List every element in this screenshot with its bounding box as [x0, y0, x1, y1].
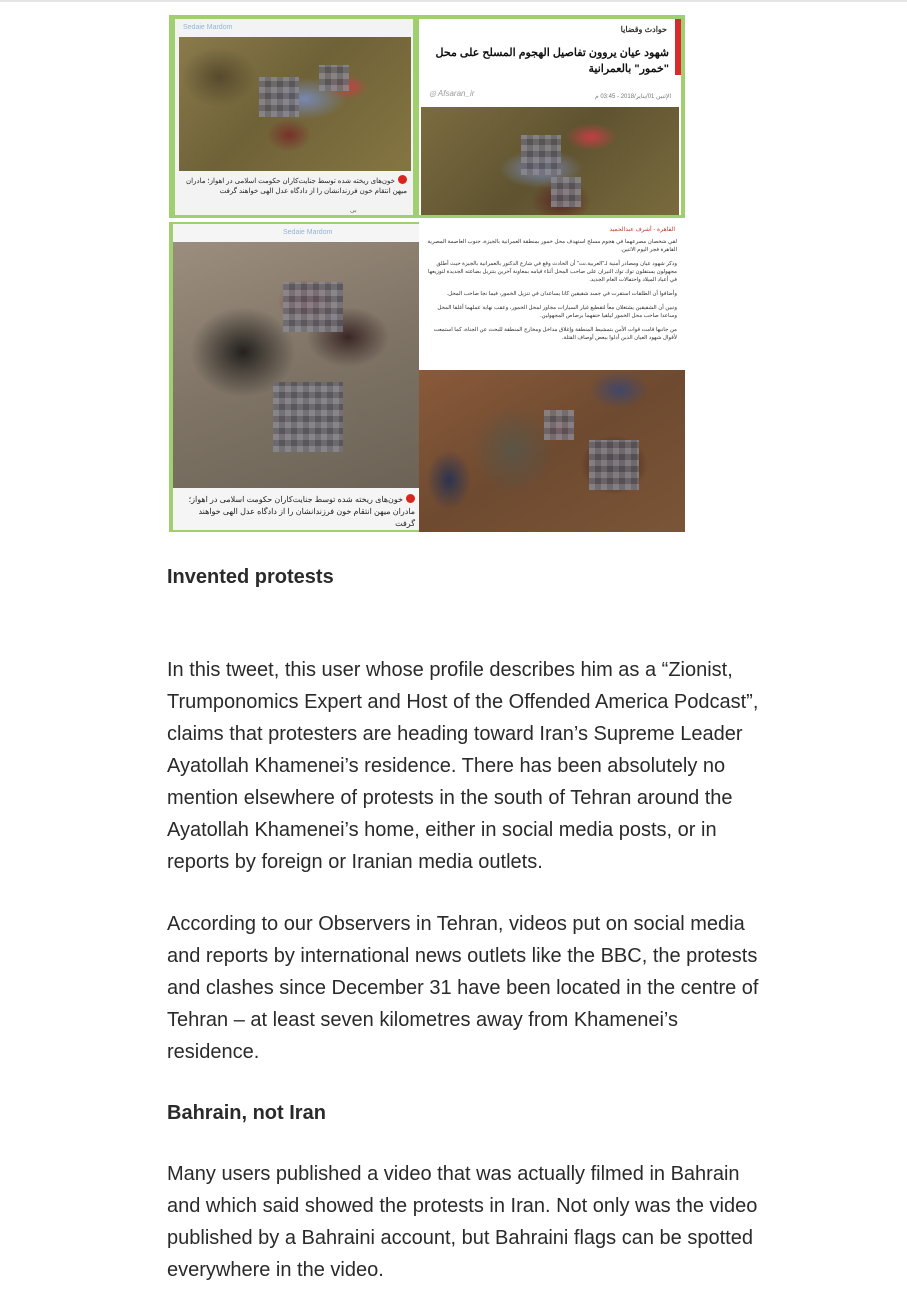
censor-pixelation [589, 440, 639, 490]
watermark: Sedaie Mardom [183, 24, 233, 31]
crime-scene-photo [419, 370, 685, 532]
article-paragraph-1: In this tweet, this user whose profile describes him as a “Zionist, Trumponomics Expert and Host of the Offended America Podcast”, claims that protesters are heading toward Iran’s Supreme Leader Ayatollah Khamenei’s residence. There has been absolutely no mention elsewhere of protests in the south of Tehran around the Ayatollah Khamenei’s home, either in social media posts, or in reports by foreign or Iranian media outlets. [167, 659, 759, 873]
article-paragraph: لقي شخصان مصرعهما في هجوم مسلح استهدف محل خمور بمنطقة العمرانية بالجيزة، جنوب العاصمة المصرية القاهرة فجر اليوم الاثنين. [427, 239, 677, 253]
red-dot-icon [398, 175, 407, 184]
article-author: القاهرة - أشرف عبدالحميد [609, 227, 675, 233]
section-heading-invented-protests: Invented protests [167, 566, 334, 588]
censor-pixelation [273, 382, 343, 452]
censor-pixelation [544, 410, 574, 440]
image-collage [169, 15, 685, 532]
instagram-icon: ◎ [429, 89, 436, 98]
instagram-handle: ◎ Afsaran_ir [429, 89, 475, 98]
article-paragraph-3: Many users published a video that was actually filmed in Bahrain and which said showed the protests in Iran. Not only was the video published by a Bahraini account, but Bahraini flags can be spotted everywhere in the video. [167, 1163, 758, 1281]
collage-panel-top-left [169, 15, 417, 218]
article-paragraph: وذكر شهود عيان ومصادر أمنية لـ"العربية.نت" أن الحادث وقع في شارع الدكتور بالعمرانية بالجيزة حيث أطلق مجهولون يستقلون توك توك النيران على صاحب المحل أثناء قيامه بمعاونة آخرين بتنزيل بضاعته الجديدة لتوزيعها في أعياد الميلاد واحتفالات العام الجديد. [427, 261, 677, 283]
article-paragraph: وأضافوا أن الطلقات استقرت في جسد شقيقين كانا يساعدان في تنزيل الخمور، فيما نجا صاحب المحل. [446, 291, 677, 297]
red-dot-icon [406, 494, 415, 503]
crime-scene-photo [179, 37, 411, 171]
article-paragraph-2: According to our Observers in Tehran, videos put on social media and reports by international news outlets like the BBC, the protests and clashes since December 31 have been located in the centre of Tehran – at least seven kilometres away from Khamenei’s residence. [167, 913, 759, 1063]
censor-pixelation [319, 65, 349, 91]
collage-panel-top-right [417, 15, 685, 218]
article-body [167, 562, 767, 1286]
photo-caption: خون‌های ریخته شده توسط جنایت‌کاران حکومت اسلامی در اهواز؛ مادران میهن انتقام خون فرزندانشان را از دادگاه عدل الهی خواهند گرفت [188, 495, 415, 528]
crime-scene-photo [421, 107, 679, 215]
caption-footer: بی [350, 208, 357, 214]
censor-pixelation [551, 177, 581, 207]
crime-scene-photo [173, 242, 419, 488]
censor-pixelation [283, 282, 343, 332]
article-date: الإثنين 01/يناير/2018 - 03:45 م [594, 94, 671, 100]
censor-pixelation [521, 135, 561, 175]
article-paragraph: من جانبها قامت قوات الأمن بتمشيط المنطقة وإغلاق مداخل ومخارج المنطقة للبحث عن الجناة، كما استمعت لأقوال شهود العيان الذين أدلوا ببعض أوصاف القتلة. [433, 327, 677, 341]
censor-pixelation [259, 77, 299, 117]
section-label: حوادث وقضايا [620, 25, 667, 34]
collage-panel-bottom-right [419, 222, 685, 532]
arabic-article-body [427, 238, 677, 348]
article-headline: شهود عيان يروون تفاصيل الهجوم المسلح على محل "خمور" بالعمرانية [435, 47, 669, 75]
watermark: Sedaie Mardom [283, 229, 333, 236]
top-divider [0, 0, 907, 2]
article-paragraph: وتبين أن الشقيقين يشتغلان معاً لتقطيع غيار السيارات مجاور لمحل الخمور، وعقب نهاية عملهما أغلقا المحل وساعدا صاحب محل الخمور ليلقيا حتفهما برصاص المجهولين. [437, 305, 677, 319]
photo-caption: خون‌های ریخته شده توسط جنایت‌کاران حکومت اسلامی در اهواز؛ مادران میهن انتقام خون فرزندانشان را از دادگاه عدل الهی خواهند گرفت [183, 175, 407, 197]
section-heading-bahrain: Bahrain, not Iran [167, 1102, 326, 1124]
section-stripe [675, 19, 681, 75]
collage-panel-bottom-left [169, 222, 421, 532]
